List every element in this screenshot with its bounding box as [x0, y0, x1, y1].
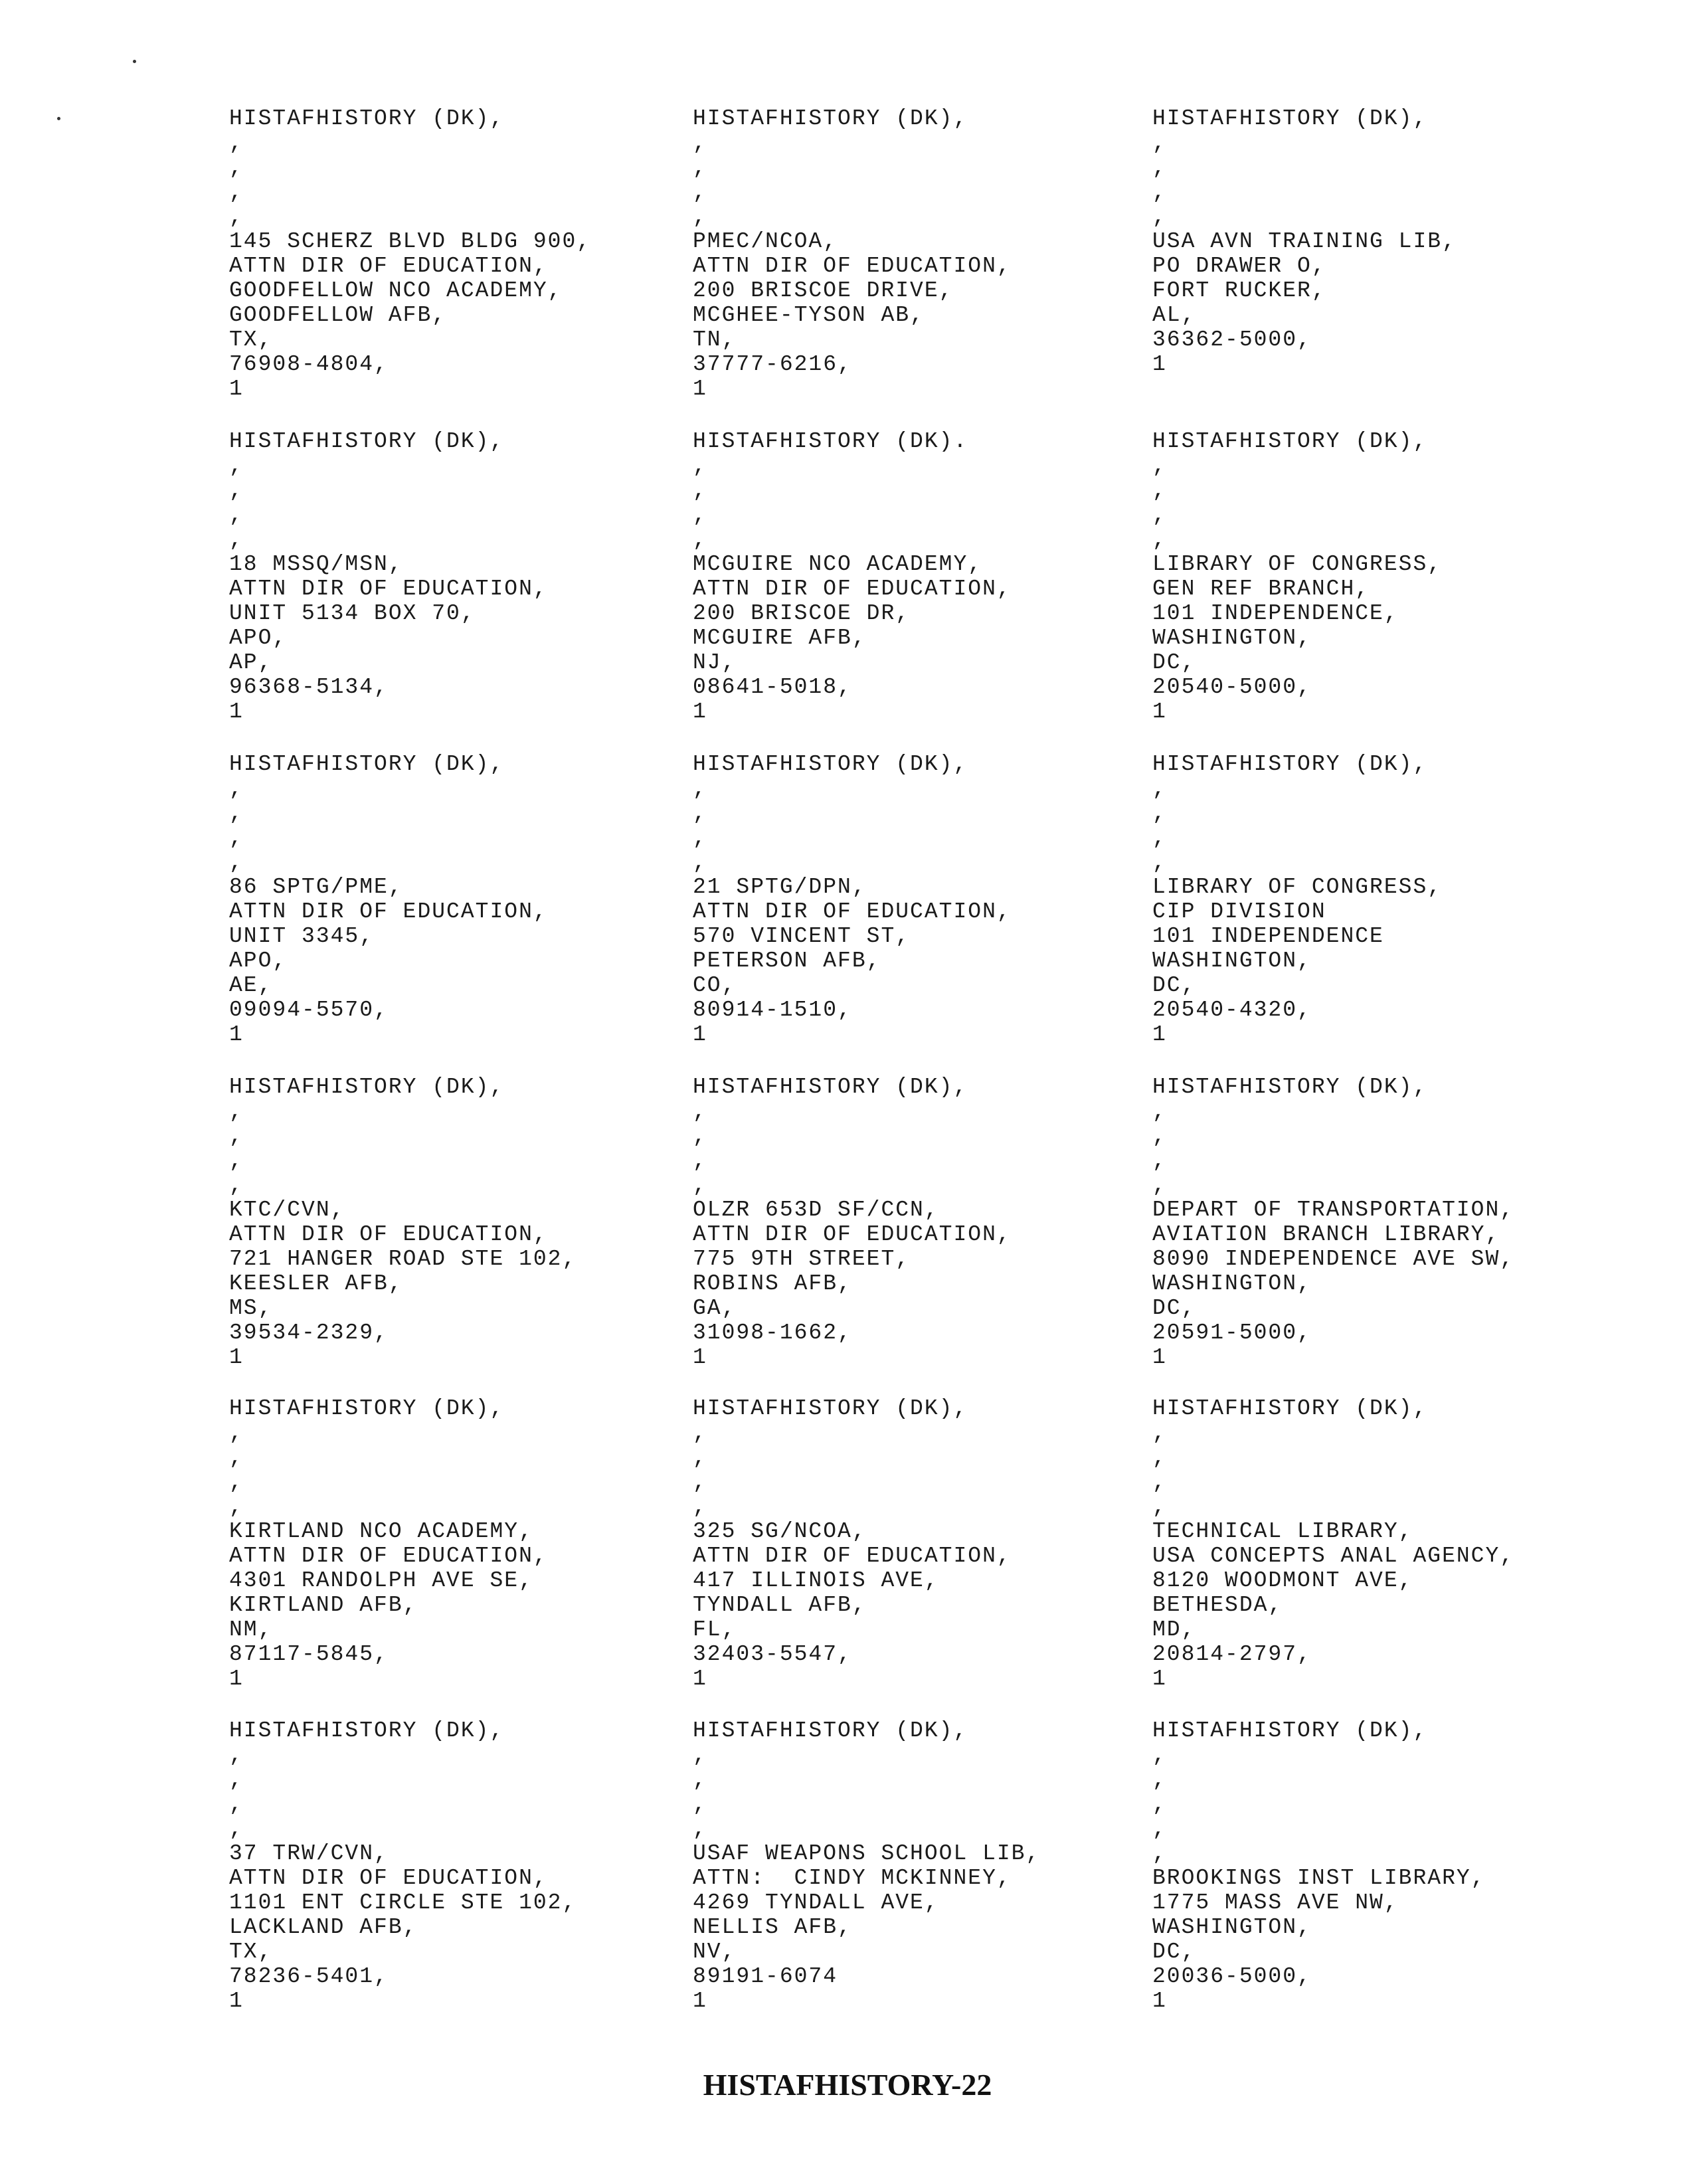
label-line: , [1152, 1445, 1167, 1470]
label-line: 1 [1152, 1345, 1167, 1370]
label-line: 101 INDEPENDENCE [1152, 924, 1384, 949]
label-line: DC, [1152, 650, 1196, 675]
mailing-label [693, 752, 1158, 1047]
mailing-label [229, 106, 694, 401]
label-line: 20540-5000, [1152, 675, 1312, 699]
label-line: CO, [693, 973, 737, 998]
label-line: , [1152, 478, 1167, 503]
label-line: , [693, 1495, 707, 1519]
label-line: 20036-5000, [1152, 1964, 1312, 1989]
label-line: HISTAFHISTORY (DK), [693, 1075, 968, 1099]
label-line: MS, [229, 1296, 273, 1320]
label-line: 145 SCHERZ BLVD BLDG 900, [229, 229, 592, 254]
label-line: , [1152, 1124, 1167, 1148]
label-line: , [229, 1173, 244, 1198]
label-line: USA CONCEPTS ANAL AGENCY, [1152, 1544, 1515, 1568]
label-line: , [693, 1148, 707, 1173]
label-line: 80914-1510, [693, 998, 852, 1022]
label-line: 325 SG/NCOA, [693, 1519, 867, 1544]
label-line: 87117-5845, [229, 1642, 389, 1667]
label-line: 4301 RANDOLPH AVE SE, [229, 1568, 533, 1593]
label-line: 8090 INDEPENDENCE AVE SW, [1152, 1247, 1515, 1271]
label-line: 20540-4320, [1152, 998, 1312, 1022]
label-line: , [229, 826, 244, 850]
label-line: 1 [229, 1667, 244, 1691]
mailing-label [1152, 106, 1617, 377]
label-line: GOODFELLOW AFB, [229, 303, 447, 327]
label-line: , [693, 1743, 707, 1768]
label-line: KIRTLAND AFB, [229, 1593, 418, 1617]
label-line: , [1152, 180, 1167, 205]
label-line: ROBINS AFB, [693, 1271, 852, 1296]
label-line: CIP DIVISION [1152, 899, 1326, 924]
label-line: KIRTLAND NCO ACADEMY, [229, 1519, 533, 1544]
label-line: MCGUIRE AFB, [693, 626, 867, 650]
label-line: 1775 MASS AVE NW, [1152, 1890, 1399, 1915]
label-line: , [229, 1445, 244, 1470]
label-line: 09094-5570, [229, 998, 389, 1022]
label-line: , [229, 527, 244, 552]
label-line: , [1152, 801, 1167, 826]
label-line: , [229, 1099, 244, 1124]
label-line: TX, [229, 1940, 273, 1964]
label-line: , [229, 131, 244, 155]
label-line: 8120 WOODMONT AVE, [1152, 1568, 1413, 1593]
label-line: 20591-5000, [1152, 1320, 1312, 1345]
label-line: LACKLAND AFB, [229, 1915, 418, 1940]
label-line: AL, [1152, 303, 1196, 327]
mailing-label [1152, 1718, 1617, 2013]
mailing-label [693, 1075, 1158, 1370]
label-line: 1 [229, 1989, 244, 2013]
label-line: 1 [693, 699, 707, 724]
label-line: , [693, 478, 707, 503]
label-line: AP, [229, 650, 273, 675]
label-line: HISTAFHISTORY (DK), [229, 106, 505, 131]
mailing-label [693, 106, 1158, 401]
label-line: OLZR 653D SF/CCN, [693, 1198, 939, 1222]
label-line: HISTAFHISTORY (DK), [693, 106, 968, 131]
label-line: , [1152, 826, 1167, 850]
label-line: 1 [1152, 1667, 1167, 1691]
label-line: , [693, 1792, 707, 1817]
label-line: , [693, 1421, 707, 1445]
label-line: FL, [693, 1617, 737, 1642]
label-line: 31098-1662, [693, 1320, 852, 1345]
label-line: ATTN DIR OF EDUCATION, [229, 1544, 548, 1568]
label-line: 21 SPTG/DPN, [693, 875, 867, 899]
label-line: HISTAFHISTORY (DK), [1152, 1396, 1428, 1421]
label-line: GEN REF BRANCH, [1152, 577, 1370, 601]
label-line: 36362-5000, [1152, 327, 1312, 352]
label-line: , [693, 1173, 707, 1198]
label-line: 721 HANGER ROAD STE 102, [229, 1247, 577, 1271]
label-line: 1 [693, 1345, 707, 1370]
page-footer: HISTAFHISTORY-22 [703, 2068, 992, 2102]
label-line: DC, [1152, 973, 1196, 998]
label-line: PO DRAWER O, [1152, 254, 1326, 278]
label-line: ATTN DIR OF EDUCATION, [693, 254, 1012, 278]
label-line: BETHESDA, [1152, 1593, 1283, 1617]
label-line: , [229, 1470, 244, 1495]
mailing-label [229, 752, 694, 1047]
label-line: 37777-6216, [693, 352, 852, 377]
label-line: 39534-2329, [229, 1320, 389, 1345]
label-line: , [1152, 1768, 1167, 1792]
label-line: , [693, 454, 707, 478]
label-line: , [229, 503, 244, 527]
label-line: , [693, 1768, 707, 1792]
label-line: , [693, 131, 707, 155]
label-line: 200 BRISCOE DRIVE, [693, 278, 954, 303]
label-line: 1 [693, 377, 707, 401]
mailing-label [693, 1718, 1158, 2013]
label-line: , [693, 503, 707, 527]
label-line: 76908-4804, [229, 352, 389, 377]
label-line: , [229, 1743, 244, 1768]
label-line: , [229, 1768, 244, 1792]
label-line: ATTN DIR OF EDUCATION, [693, 1222, 1012, 1247]
mailing-label [1152, 752, 1617, 1047]
label-line: , [229, 155, 244, 180]
label-line: 20814-2797, [1152, 1642, 1312, 1667]
label-line: 1 [1152, 1989, 1167, 2013]
label-line: , [693, 1817, 707, 1841]
mailing-label [1152, 429, 1617, 724]
mailing-label [229, 1075, 694, 1370]
label-line: , [229, 1421, 244, 1445]
label-line: 4269 TYNDALL AVE, [693, 1890, 939, 1915]
label-line: DC, [1152, 1940, 1196, 1964]
label-line: , [693, 850, 707, 875]
label-line: HISTAFHISTORY (DK), [229, 1075, 505, 1099]
label-line: 1 [1152, 699, 1167, 724]
label-line: , [1152, 1792, 1167, 1817]
label-line: , [1152, 155, 1167, 180]
label-line: , [1152, 1173, 1167, 1198]
label-line: 1 [693, 1022, 707, 1047]
label-line: MD, [1152, 1617, 1196, 1642]
label-line: 570 VINCENT ST, [693, 924, 911, 949]
label-line: TN, [693, 327, 737, 352]
label-line: , [229, 850, 244, 875]
label-line: , [693, 205, 707, 229]
label-line: 200 BRISCOE DR, [693, 601, 911, 626]
label-line: ATTN: CINDY MCKINNEY, [693, 1866, 1012, 1890]
label-line: , [229, 1124, 244, 1148]
label-line: 78236-5401, [229, 1964, 389, 1989]
label-line: WASHINGTON, [1152, 626, 1312, 650]
label-line: NV, [693, 1940, 737, 1964]
label-line: 775 9TH STREET, [693, 1247, 911, 1271]
label-line: 1 [693, 1989, 707, 2013]
label-line: , [693, 155, 707, 180]
mailing-label [1152, 1396, 1617, 1691]
label-line: HISTAFHISTORY (DK), [693, 752, 968, 776]
label-line: , [693, 1470, 707, 1495]
label-line: PMEC/NCOA, [693, 229, 838, 254]
label-line: 96368-5134, [229, 675, 389, 699]
label-line: , [1152, 1841, 1167, 1866]
label-line: KTC/CVN, [229, 1198, 345, 1222]
mailing-label [1152, 1075, 1617, 1370]
label-line: , [1152, 776, 1167, 801]
label-line: DC, [1152, 1296, 1196, 1320]
label-line: UNIT 3345, [229, 924, 375, 949]
label-line: HISTAFHISTORY (DK), [229, 1396, 505, 1421]
label-line: HISTAFHISTORY (DK), [229, 429, 505, 454]
label-line: ATTN DIR OF EDUCATION, [229, 1866, 548, 1890]
label-line: , [1152, 1421, 1167, 1445]
label-line: , [1152, 1099, 1167, 1124]
mailing-label [229, 429, 694, 724]
scan-speck [57, 117, 60, 120]
label-line: HISTAFHISTORY (DK), [229, 752, 505, 776]
label-line: PETERSON AFB, [693, 949, 881, 973]
label-line: GA, [693, 1296, 737, 1320]
label-line: AE, [229, 973, 273, 998]
label-line: , [229, 205, 244, 229]
label-line: , [229, 776, 244, 801]
label-line: 37 TRW/CVN, [229, 1841, 389, 1866]
label-line: TECHNICAL LIBRARY, [1152, 1519, 1413, 1544]
label-line: 101 INDEPENDENCE, [1152, 601, 1399, 626]
label-line: TYNDALL AFB, [693, 1593, 867, 1617]
label-line: , [1152, 1470, 1167, 1495]
label-line: , [229, 1817, 244, 1841]
label-line: 1 [229, 1345, 244, 1370]
label-line: , [1152, 527, 1167, 552]
label-line: , [1152, 454, 1167, 478]
label-line: , [229, 1792, 244, 1817]
label-line: APO, [229, 949, 288, 973]
label-line: MCGHEE-TYSON AB, [693, 303, 925, 327]
label-line: , [1152, 1148, 1167, 1173]
mailing-label [229, 1396, 694, 1691]
label-line: , [229, 478, 244, 503]
label-line: USA AVN TRAINING LIB, [1152, 229, 1457, 254]
label-line: KEESLER AFB, [229, 1271, 403, 1296]
label-line: NM, [229, 1617, 273, 1642]
label-line: ATTN DIR OF EDUCATION, [229, 1222, 548, 1247]
label-line: HISTAFHISTORY (DK), [1152, 1075, 1428, 1099]
label-line: USAF WEAPONS SCHOOL LIB, [693, 1841, 1041, 1866]
label-line: , [693, 527, 707, 552]
label-line: HISTAFHISTORY (DK), [693, 1396, 968, 1421]
label-line: , [1152, 1743, 1167, 1768]
label-line: ATTN DIR OF EDUCATION, [229, 577, 548, 601]
label-line: 32403-5547, [693, 1642, 852, 1667]
scan-speck [133, 60, 136, 63]
label-line: HISTAFHISTORY (DK), [1152, 1718, 1428, 1743]
label-line: ATTN DIR OF EDUCATION, [693, 577, 1012, 601]
label-line: NELLIS AFB, [693, 1915, 852, 1940]
label-line: 86 SPTG/PME, [229, 875, 403, 899]
label-line: , [1152, 1817, 1167, 1841]
label-line: ATTN DIR OF EDUCATION, [229, 899, 548, 924]
label-line: NJ, [693, 650, 737, 675]
label-line: LIBRARY OF CONGRESS, [1152, 552, 1443, 577]
label-line: , [229, 801, 244, 826]
label-line: WASHINGTON, [1152, 1915, 1312, 1940]
mailing-label [693, 429, 1158, 724]
label-line: DEPART OF TRANSPORTATION, [1152, 1198, 1515, 1222]
label-line: 1 [229, 1022, 244, 1047]
label-line: , [229, 1495, 244, 1519]
label-line: GOODFELLOW NCO ACADEMY, [229, 278, 563, 303]
label-line: 89191-6074 [693, 1964, 838, 1989]
label-line: 1 [1152, 352, 1167, 377]
label-line: ATTN DIR OF EDUCATION, [693, 899, 1012, 924]
label-line: , [1152, 503, 1167, 527]
label-line: BROOKINGS INST LIBRARY, [1152, 1866, 1486, 1890]
label-line: , [693, 1099, 707, 1124]
label-line: 1101 ENT CIRCLE STE 102, [229, 1890, 577, 1915]
label-line: UNIT 5134 BOX 70, [229, 601, 476, 626]
label-line: , [1152, 131, 1167, 155]
label-line: 1 [1152, 1022, 1167, 1047]
label-line: HISTAFHISTORY (DK). [693, 429, 968, 454]
label-line: HISTAFHISTORY (DK), [693, 1718, 968, 1743]
label-line: , [1152, 850, 1167, 875]
label-line: , [229, 1148, 244, 1173]
label-line: 18 MSSQ/MSN, [229, 552, 403, 577]
label-line: , [693, 180, 707, 205]
label-line: , [693, 1124, 707, 1148]
label-line: 1 [229, 377, 244, 401]
label-line: APO, [229, 626, 288, 650]
label-line: HISTAFHISTORY (DK), [1152, 106, 1428, 131]
label-line: LIBRARY OF CONGRESS, [1152, 875, 1443, 899]
label-line: 417 ILLINOIS AVE, [693, 1568, 939, 1593]
label-line: , [693, 776, 707, 801]
label-line: , [693, 826, 707, 850]
label-line: , [229, 180, 244, 205]
label-line: ATTN DIR OF EDUCATION, [693, 1544, 1012, 1568]
label-line: WASHINGTON, [1152, 1271, 1312, 1296]
label-line: HISTAFHISTORY (DK), [229, 1718, 505, 1743]
label-line: , [1152, 1495, 1167, 1519]
label-line: TX, [229, 327, 273, 352]
label-line: , [693, 1445, 707, 1470]
mailing-label [229, 1718, 694, 2013]
label-line: WASHINGTON, [1152, 949, 1312, 973]
label-line: HISTAFHISTORY (DK), [1152, 429, 1428, 454]
label-line: 1 [229, 699, 244, 724]
label-line: 08641-5018, [693, 675, 852, 699]
mailing-label [693, 1396, 1158, 1691]
label-line: HISTAFHISTORY (DK), [1152, 752, 1428, 776]
label-line: FORT RUCKER, [1152, 278, 1326, 303]
label-line: AVIATION BRANCH LIBRARY, [1152, 1222, 1500, 1247]
label-line: 1 [693, 1667, 707, 1691]
label-line: , [1152, 205, 1167, 229]
label-line: , [229, 454, 244, 478]
label-line: ATTN DIR OF EDUCATION, [229, 254, 548, 278]
label-line: , [693, 801, 707, 826]
label-line: MCGUIRE NCO ACADEMY, [693, 552, 983, 577]
